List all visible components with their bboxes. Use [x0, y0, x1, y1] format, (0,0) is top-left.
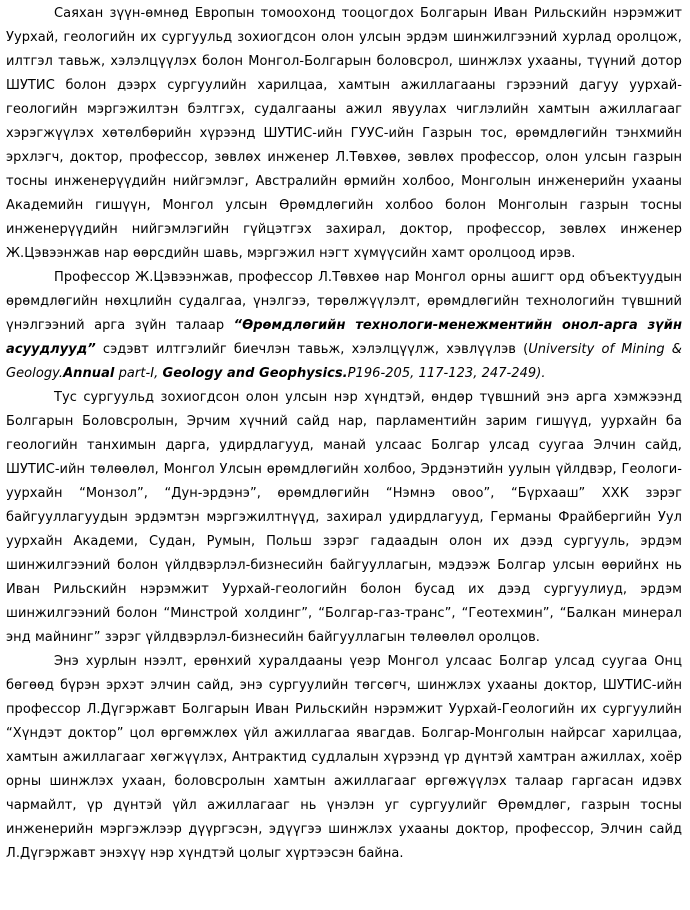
journal-annual: Annual — [63, 366, 115, 381]
paragraph-2-text-b: сэдэвт илтгэлийг биечлэн тавьж, хэлэлцүүлж, хэвлүүлэв ( — [95, 342, 529, 357]
journal-name: University of Mining & Geology. — [6, 342, 682, 381]
journal-pages: P196-205, 117-123, 247-249). — [347, 366, 546, 381]
paragraph-2-text-a: Профессор Ж.Цэвээнжав, профессор Л.Төвхөө нар Монгол орны ашигт орд объектуудын өрөмдлөгийн нөхцлийн судалгаа, үнэлгээ, төрөлжүүлэлт, өрөмдлөгийн технологийн түвшний үнэлгээний арга зүйн талаар — [6, 270, 682, 333]
paragraph-2 — [6, 266, 682, 386]
paragraph-3: Тус сургуульд зохиогдсон олон улсын нэр хүндтэй, өндөр түвшний энэ арга хэмжээнд Болгарын Боловсролын, Эрчим хүчний сайд нар, парламентийн зарим гишүүд, уурхайн ба геологийн танхимын дарга, удирдлагууд, манай улсаас Болгар улсад суугаа Элчин сайд, ШУТИС-ийн төлөөлөл, Монгол Улсын өрөмдлөгийн холбоо, Эрдэнэтийн уулын үйлдвэр, Геологи-уурхайн “Монзол”, “Дун-эрдэнэ”, өрөмдлөгийн “Нэмнэ овоо”, “Бүрхааш” ХХК зэрэг байгууллагуудын эрдэмтэн мэргэжилтнүүд, захирал удирдлагууд, Германы Фрайбергийн Уул уурхайн Академи, Судан, Румын, Польш зэрэг гадаадын олон их дээд сургууль, эрдэм шинжилгээний болон үйлдвэрлэл-бизнесийн байгууллагын, мэдээж Болгар улсын өөрийнх нь Иван Рильскийн нэрэмжит Уурхай-геологийн болон бусад их дээд сургуулиуд, эрдэм шинжилгээний болон “Минстрой холдинг”, “Болгар-газ-транс”, “Геотехмин”, “Балкан минерал энд майнинг” зэрэг үйлдвэрлэл-бизнесийн байгууллагын төлөөлөл оролцов. — [6, 390, 682, 645]
journal-section: Geology and Geophysics. — [162, 366, 348, 381]
paragraph-1: Саяхан зүүн-өмнөд Европын томоохонд тооцогдох Болгарын Иван Рильскийн нэрэмжит Уурхай, геологийн их сургуульд зохиогдсон олон улсын эрдэм шинжилгээний хурлад оролцож, илтгэл тавьж, хэлэлцүүлэх болон Монгол-Болгарын боловсрол, шинжлэх ухааны, түүний дотор ШУТИС болон дээрх сургуулийн харилцаа, хамтын ажиллагааны гэрээний дагуу уурхай-геологийн мэргэжилтэн бэлтгэх, судалгааны ажил явуулах чиглэлийн хамтын ажиллагааг хэрэгжүүлэх хөтөлбөрийн хүрээнд ШУТИС-ийн ГУУС-ийн Газрын тос, өрөмдлөгийн тэнхмийн эрхлэгч, доктор, профессор, зөвлөх инженер Л.Төвхөө, зөвлөх профессор, олон улсын газрын тосны инженерүүдийн нийгэмлэг, Австралийн өрмийн холбоо, Монголын инженерийн ухааны Академийн гишүүн, Монгол улсын Өрөмдлөгийн холбоо болон Монголын газрын тосны инженерүүдийн нийгэмлэгийн гүйцэтгэх захирал, доктор, профессор, зөвлөх инженер Ж.Цэвээнжав нар өөрсдийн шавь, мэргэжил нэгт хүмүүсийн хамт оролцоод ирэв. — [6, 6, 682, 261]
journal-part: part-I, — [114, 366, 163, 381]
paragraph-4: Энэ хурлын нээлт, ерөнхий хуралдааны үеэр Монгол улсаас Болгар улсад суугаа Онц бөгөөд бүрэн эрхэт элчин сайд, энэ сургуулийн төгсөгч, шинжлэх ухааны доктор, ШУТИС-ийн профессор Л.Дүгэржавт Болгарын Иван Рильскийн нэрэмжит Уурхай-Геологийн их сургуулийн “Хүндэт доктор” цол өргөмжлөх үйл ажиллагаа явагдав. Болгар-Монголын найрсаг харилцаа, хамтын ажиллагааг хөгжүүлэх, Антрактид судлалын хүрээнд үр дүнтэй хамтран ажиллах, хоёр орны шинжлэх ухаан, боловсролын хамтын ажиллагааг өргөжүүлэх талаар гаргасан идэвх чармайлт, үр дүнтэй үйл ажиллагааг нь үнэлэн уг сургуулийг Өрөмдлөг, газрын тосны инженерийн мэргэжлээр дүүргэсэн, эдүүгээ шинжлэх ухааны доктор, профессор, Элчин сайд Л.Дүгэржавт энэхүү нэр хүндтэй цолыг хүртээсэн байна. — [6, 654, 682, 861]
report-title: “Өрөмдлөгийн технологи-менежментийн онол-арга зүйн асуудлууд” — [6, 318, 682, 357]
